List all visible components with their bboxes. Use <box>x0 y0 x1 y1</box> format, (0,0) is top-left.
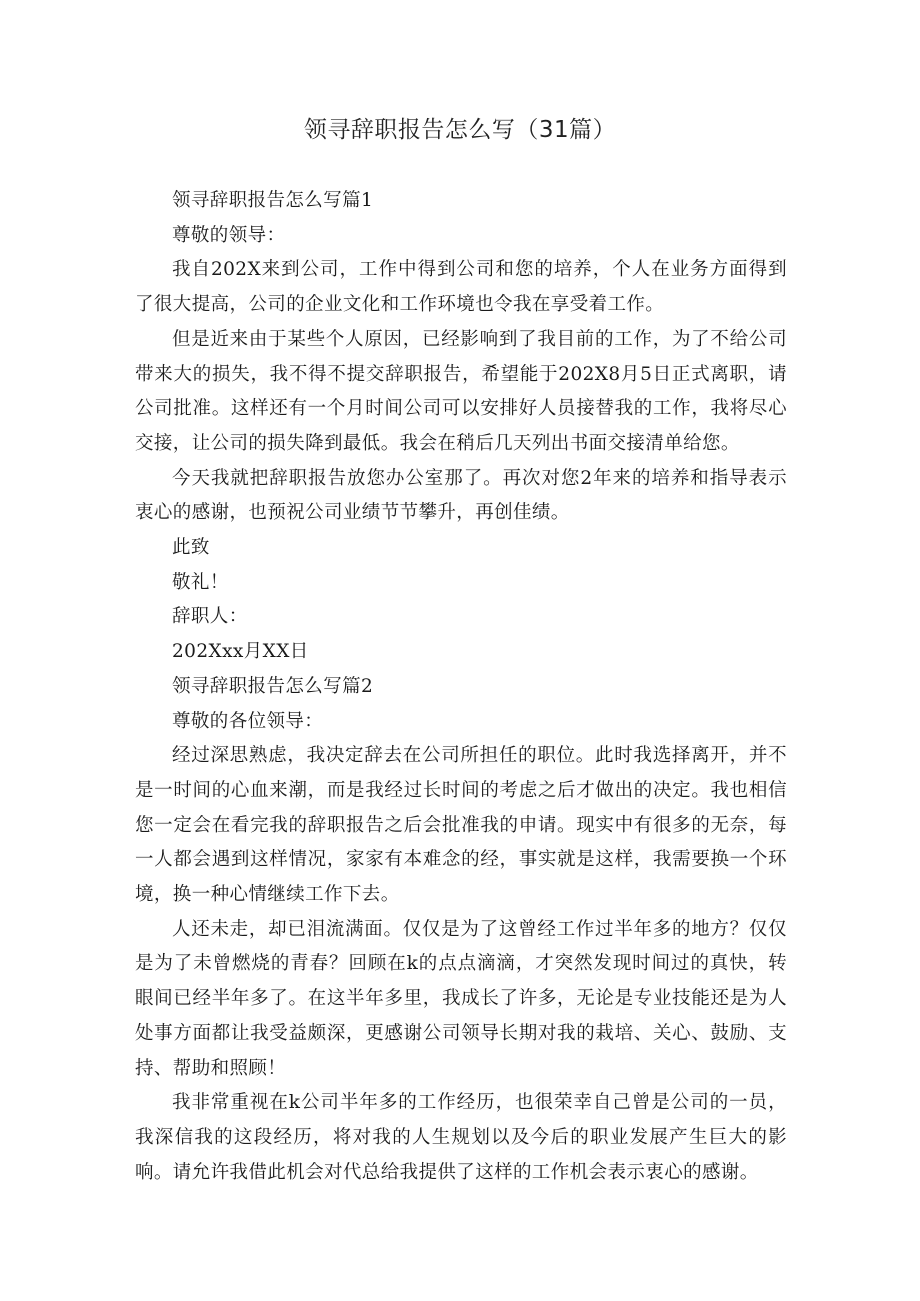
body-paragraph: 我非常重视在k公司半年多的工作经历，也很荣幸自己曾是公司的一员，我深信我的这段经历，将对我的人生规划以及今后的职业发展产生巨大的影响。请允许我借此机会对代总给我提供了这样的工作机会表示衷心的感谢。 <box>135 1092 787 1183</box>
body-paragraph: 今天我就把辞职报告放您办公室那了。再次对您2年来的培养和指导表示衷心的感谢，也预祝公司业绩节节攀升，再创佳绩。 <box>135 467 787 524</box>
document-title: 领寻辞职报告怎么写（31篇） <box>303 117 617 143</box>
body-paragraph: 但是近来由于某些个人原因，已经影响到了我目前的工作，为了不给公司带来大的损失，我不得不提交辞职报告，希望能于202X8月5日正式离职，请公司批准。这样还有一个月时间公司可以安排好人员接替我的工作，我将尽心交接，让公司的损失降到最低。我会在稍后几天列出书面交接清单给您。 <box>135 328 787 454</box>
body-paragraph: 经过深思熟虑，我决定辞去在公司所担任的职位。此时我选择离开，并不是一时间的心血来潮，而是我经过长时间的考虑之后才做出的决定。我也相信您一定会在看完我的辞职报告之后会批准我的申请。现实中有很多的无奈，每一人都会遇到这样情况，家家有本难念的经，事实就是这样，我需要换一个环境，换一种心情继续工作下去。 <box>135 745 787 906</box>
salutation-1: 尊敬的领导： <box>172 224 286 246</box>
document-body <box>135 184 787 1190</box>
salutation-2: 尊敬的各位领导： <box>172 710 324 732</box>
closing-regards: 敬礼！ <box>172 571 229 593</box>
date-line: 202Xxx月XX日 <box>172 641 309 663</box>
signature-label: 辞职人： <box>172 606 248 628</box>
section-heading-2: 领寻辞职报告怎么写篇2 <box>172 675 374 697</box>
closing-line: 此致 <box>172 537 210 559</box>
body-paragraph: 人还未走，却已泪流满面。仅仅是为了这曾经工作过半年多的地方？仅仅是为了未曾燃烧的青春？回顾在k的点点滴滴，才突然发现时间过的真快，转眼间已经半年多了。在这半年多里，我成长了许多，无论是专业技能还是为人处事方面都让我受益颇深，更感谢公司领导长期对我的栽培、关心、鼓励、支持、帮助和照顾！ <box>135 918 787 1079</box>
body-paragraph: 我自202X来到公司，工作中得到公司和您的培养，个人在业务方面得到了很大提高，公司的企业文化和工作环境也令我在享受着工作。 <box>135 259 787 316</box>
section-heading-1: 领寻辞职报告怎么写篇1 <box>172 190 374 211</box>
